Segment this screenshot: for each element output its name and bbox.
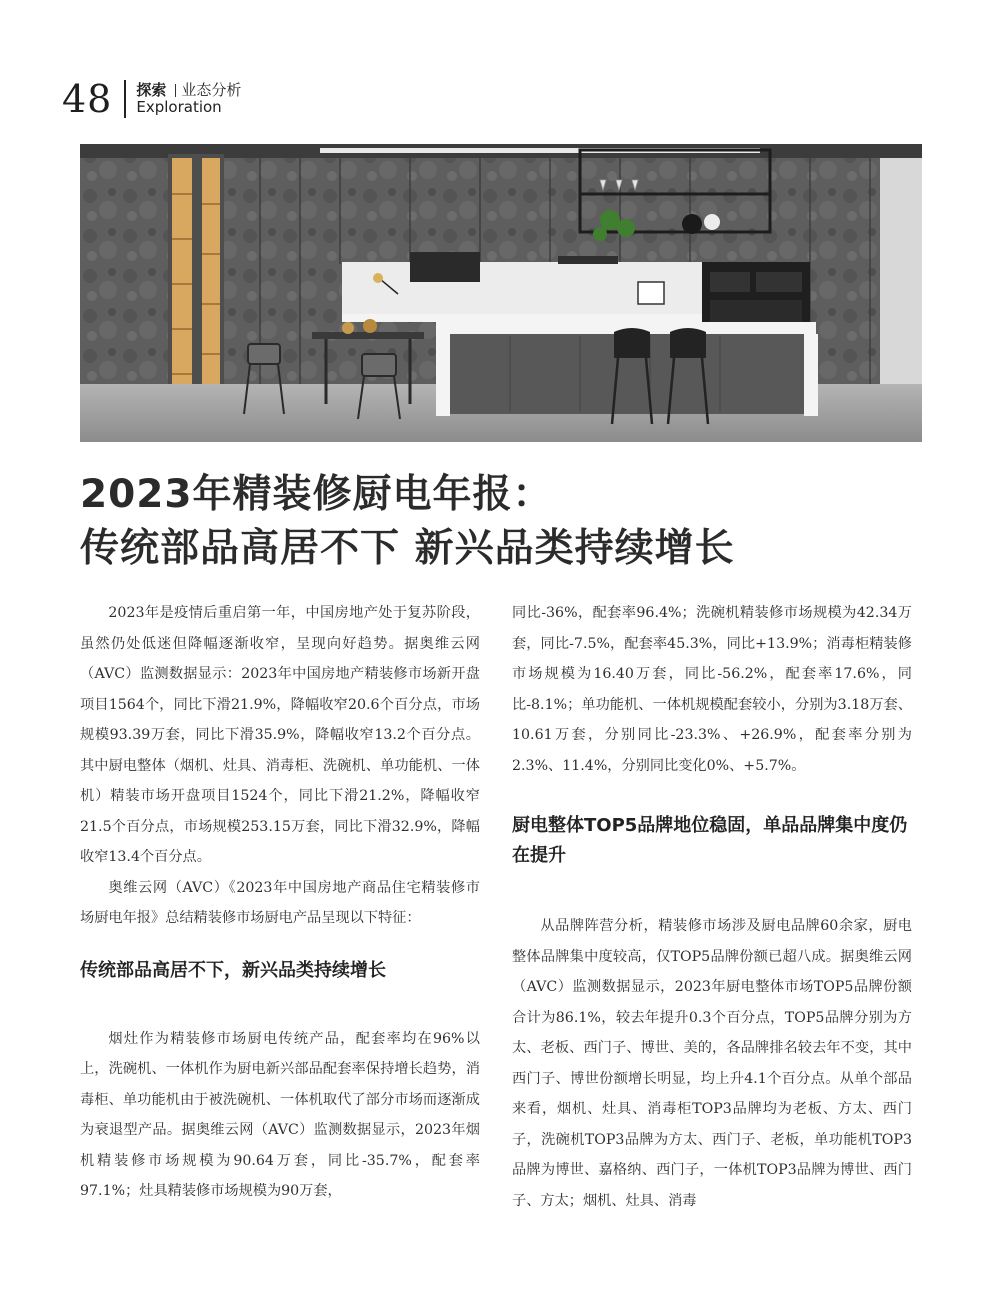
header-section-block bbox=[136, 82, 241, 117]
section-name: 探索 bbox=[136, 80, 167, 99]
article-column-right bbox=[512, 598, 912, 1216]
subheading-top5-brands: 厨电整体TOP5品牌地位稳固，单品品牌集中度仍在提升 bbox=[512, 815, 908, 866]
paragraph-brand-analysis: 从品牌阵营分析，精装修市场涉及厨电品牌60余家，厨电整体品牌集中度较高，仅TOP5品牌份额已超八成。据奥维云网（AVC）监测数据显示，2023年厨电整体市场TOP5品牌份额合计为86.1%，较去年提升0.3个百分点，TOP5品牌分别为方太、老板、西门子、博世、美的，各品牌排名较去年不变，其中西门子、博世份额增长明显，均上升4.1个百分点。从单个部品来看，烟机、灶具、消毒柜TOP3品牌均为老板、方太、西门子，洗碗机TOP3品牌为方太、西门子、老板，单功能机TOP3品牌为博世、嘉格纳、西门子，一体机TOP3品牌为博世、西门子、方太；烟机、灶具、消毒 bbox=[512, 918, 912, 1209]
article-title-line-2: 传统部品高居不下 新兴品类持续增长 bbox=[80, 526, 735, 571]
page-number: 48 bbox=[62, 77, 113, 121]
paragraph-product-penetration: 烟灶作为精装修市场厨电传统产品，配套率均在96%以上，洗碗机、一体机作为厨电新兴部品配套率保持增长趋势，消毒柜、单功能机由于被洗碗机、一体机取代了部分市场而逐渐成为衰退型产品。据奥维云网（AVC）监测数据显示，2023年烟机精装修市场规模为90.64万套，同比-35.7%，配套率97.1%；灶具精装修市场规模为90万套， bbox=[80, 1030, 480, 1199]
page-header bbox=[62, 74, 241, 124]
section-row bbox=[136, 82, 241, 99]
section-english: Exploration bbox=[136, 98, 222, 116]
paragraph-product-penetration-continued: 同比-36%，配套率96.4%；洗碗机精装修市场规模为42.34万套，同比-7.5%，配套率45.3%，同比+13.9%；消毒柜精装修市场规模为16.40万套，同比-56.2%，配套率17.6%，同比-8.1%；单功能机、一体机规模配套较小，分别为3.18万套、10.61万套，分别同比-23.3%、+26.9%，配套率分别为2.3%、11.4%，分别同比变化0%、+5.7%。 bbox=[512, 605, 912, 774]
paragraph-intro: 2023年是疫情后重启第一年，中国房地产处于复苏阶段，虽然仍处低迷但降幅逐渐收窄，呈现向好趋势。据奥维云网（AVC）监测数据显示：2023年中国房地产精装修市场新开盘项目1564个，同比下滑21.9%，降幅收窄20.6个百分点，市场规模93.39万套，同比下滑35.9%，降幅收窄13.2个百分点。其中厨电整体（烟机、灶具、消毒柜、洗碗机、单功能机、一体机）精装市场开盘项目1524个，同比下滑21.2%，降幅收窄21.5个百分点，市场规模253.15万套，同比下滑32.9%，降幅收窄13.4个百分点。 bbox=[80, 605, 480, 865]
article-title-line-1: 2023年精装修厨电年报： bbox=[80, 472, 553, 517]
subsection-name: 业态分析 bbox=[181, 80, 242, 99]
article-title bbox=[80, 468, 940, 576]
article-column-left bbox=[80, 598, 480, 1207]
header-divider bbox=[124, 80, 126, 118]
paragraph-report-summary: 奥维云网（AVC）《2023年中国房地产商品住宅精装修市场厨电年报》总结精装修市场厨电产品呈现以下特征： bbox=[80, 879, 480, 926]
kitchen-illustration bbox=[80, 144, 922, 442]
section-separator bbox=[175, 84, 176, 97]
kitchen-photo bbox=[80, 144, 922, 442]
subheading-traditional-products: 传统部品高居不下，新兴品类持续增长 bbox=[80, 959, 386, 981]
